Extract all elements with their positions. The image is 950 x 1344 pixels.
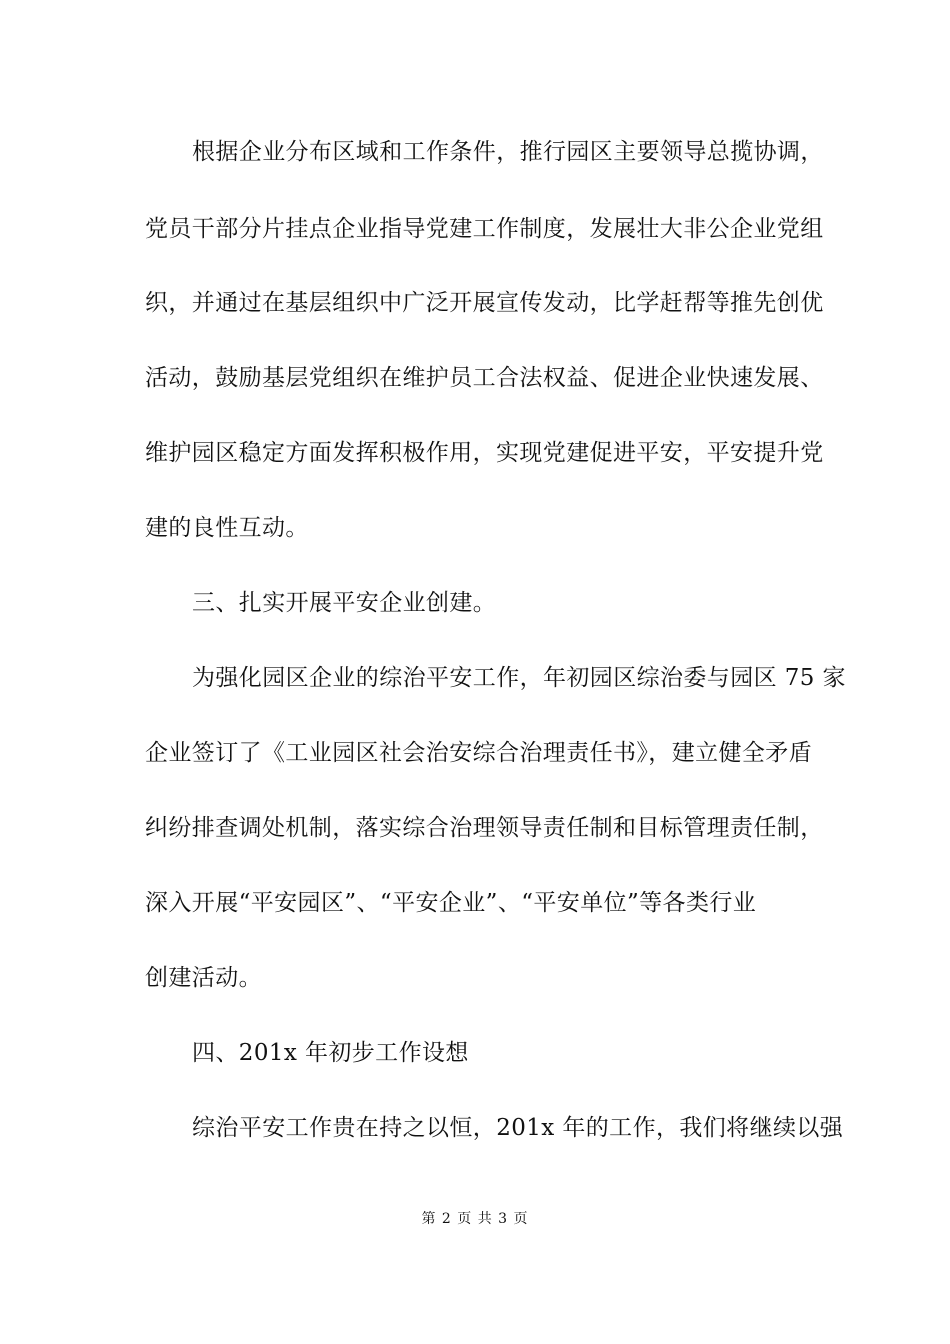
paragraph-2-line-2: 企业签订了《工业园区社会治安综合治理责任书》，建立健全矛盾 [145,740,813,766]
paragraph-1-line-5: 维护园区稳定方面发挥积极作用，实现党建促进平安，平安提升党 [145,440,824,466]
section-heading-4: 四、201x 年初步工作设想 [192,1040,469,1066]
paragraph-1-line-2: 党员干部分片挂点企业指导党建工作制度，发展壮大非公企业党组 [145,216,824,242]
paragraph-2-line-3: 纠纷排查调处机制，落实综合治理领导责任制和目标管理责任制， [145,815,824,841]
paragraph-1-line-4: 活动，鼓励基层党组织在维护员工合法权益、促进企业快速发展、 [145,365,824,391]
paragraph-1-line-6: 建的良性互动。 [145,515,309,541]
section-heading-3: 三、扎实开展平安企业创建。 [192,590,497,616]
paragraph-1-line-1: 根据企业分布区域和工作条件，推行园区主要领导总揽协调， [192,139,824,165]
page-number-footer: 第 2 页 共 3 页 [421,1211,529,1227]
paragraph-3-line-1: 综治平安工作贵在持之以恒，201x 年的工作，我们将继续以强 [192,1115,844,1141]
paragraph-2-line-1: 为强化园区企业的综治平安工作，年初园区综治委与园区 75 家 [192,665,846,691]
paragraph-2-line-4: 深入开展“平安园区”、“平安企业”、“平安单位”等各类行业 [145,890,757,916]
paragraph-2-line-5: 创建活动。 [145,965,262,991]
paragraph-1-line-3: 织，并通过在基层组织中广泛开展宣传发动，比学赶帮等推先创优 [145,290,824,316]
